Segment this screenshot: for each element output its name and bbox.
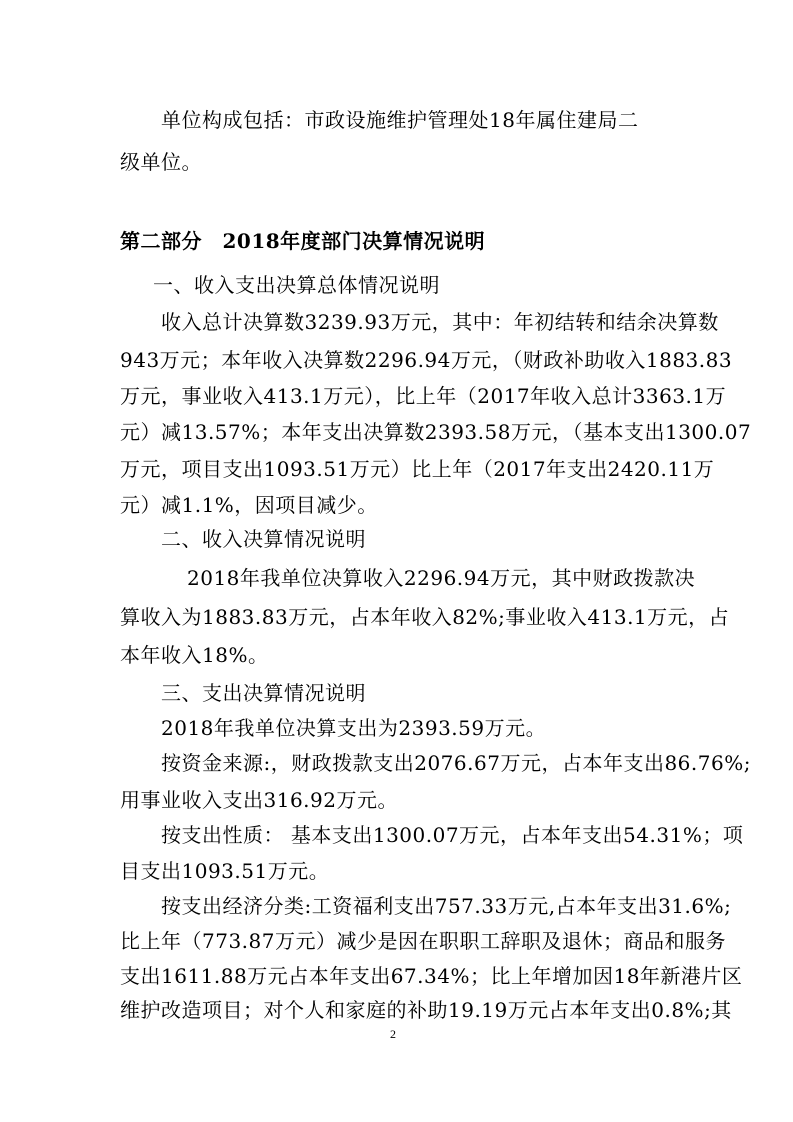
text-line: 元）减1.1%，因项目减少。 (120, 493, 378, 517)
text-line: 比上年（773.87万元）减少是因在职职工辞职及退休；商品和服务 (120, 929, 726, 953)
subsection-heading: 三、支出决算情况说明 (161, 681, 366, 705)
text-line: 用事业收入支出316.92万元。 (120, 788, 398, 812)
text-line: 按资金来源:，财政拨款支出2076.67万元，占本年支出86.76%; (161, 751, 751, 775)
text-line: 2018年我单位决算收入2296.94万元，其中财政拨款决 (187, 566, 696, 590)
text-line: 维护改造项目；对个人和家庭的补助19.19万元占本年支出0.8%;其 (120, 998, 732, 1022)
text-line: 本年收入18%。 (120, 643, 269, 667)
text-line: 级单位。 (120, 150, 202, 174)
subsection-heading: 二、收入决算情况说明 (161, 527, 366, 551)
text-line: 算收入为1883.83万元，占本年收入82%;事业收入413.1万元，占 (120, 605, 730, 629)
text-line: 943万元；本年收入决算数2296.94万元，（财政补助收入1883.83 (120, 348, 733, 372)
text-line: 单位构成包括：市政设施维护管理处18年属住建局二 (161, 108, 639, 132)
text-line: 元）减13.57%；本年支出决算数2393.58万元，（基本支出1300.07 (120, 420, 752, 444)
text-line: 按支出性质： 基本支出1300.07万元，占本年支出54.31%；项 (161, 823, 744, 847)
text-line: 支出1611.88万元占本年支出67.34%；比上年增加因18年新港片区 (120, 964, 743, 988)
text-line: 按支出经济分类:工资福利支出757.33万元,占本年支出31.6%; (161, 894, 732, 918)
subsection-heading: 一、收入支出决算总体情况说明 (153, 273, 440, 297)
text-line: 2018年我单位决算支出为2393.59万元。 (161, 716, 547, 740)
text-line: 万元，事业收入413.1万元），比上年（2017年收入总计3363.1万 (120, 384, 727, 408)
text-line: 目支出1093.51万元。 (120, 859, 330, 883)
section-heading: 第二部分 2018年度部门决算情况说明 (120, 229, 486, 253)
page-number: 2 (390, 1027, 396, 1041)
text-line: 万元，项目支出1093.51万元）比上年（2017年支出2420.11万 (120, 457, 715, 481)
text-line: 收入总计决算数3239.93万元，其中：年初结转和结余决算数 (161, 310, 719, 334)
